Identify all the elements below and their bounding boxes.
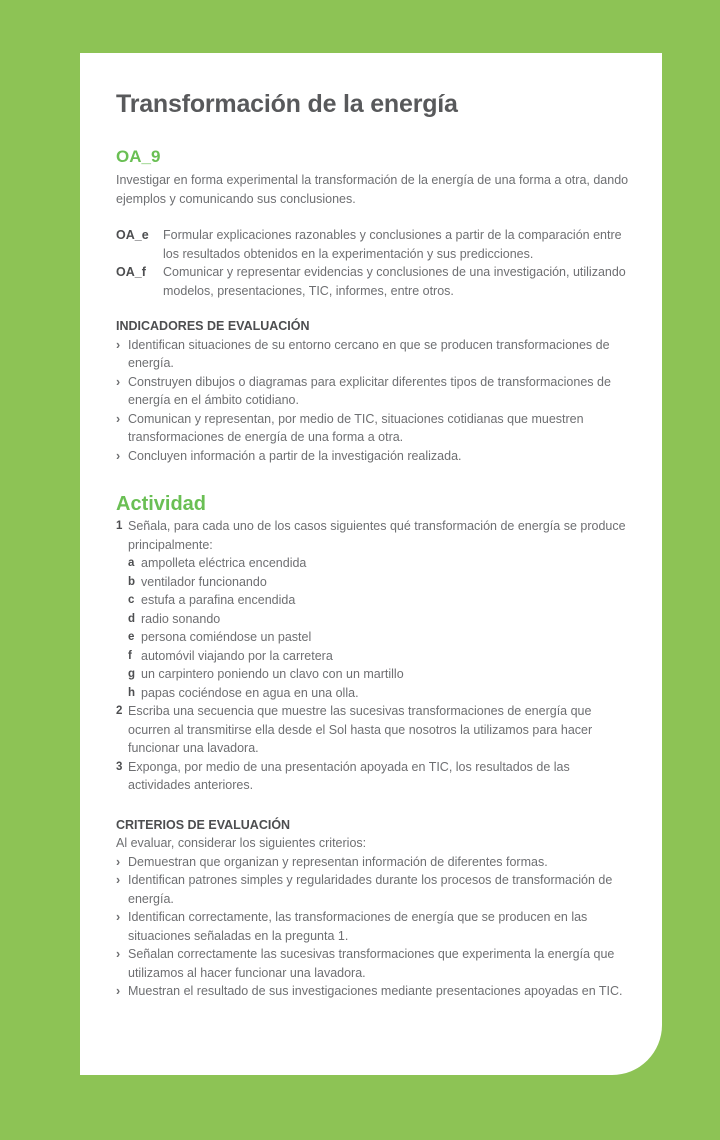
oa9-description: Investigar en forma experimental la transformación de la energía de una forma a otra, dando ejemplos y comunicando sus conclusiones. bbox=[116, 173, 629, 206]
list-item-text: Muestran el resultado de sus investigaciones mediante presentaciones apoyadas en TIC. bbox=[128, 984, 623, 998]
sub-objective-text: Comunicar y representar evidencias y conclusiones de una investigación, utilizando modelos, presentaciones, TIC, informes, entre otros. bbox=[163, 265, 626, 298]
sublist-item bbox=[128, 647, 630, 666]
activity-item-2 bbox=[116, 702, 630, 758]
sub-objective-code: OA_f bbox=[116, 265, 146, 279]
sublist-item-text: estufa a parafina encendida bbox=[141, 593, 296, 607]
list-item-text: Construyen dibujos o diagramas para explicitar diferentes tipos de transformaciones de energía en el ámbito cotidiano. bbox=[128, 374, 611, 407]
list-item bbox=[116, 908, 630, 945]
item-letter: f bbox=[128, 649, 132, 662]
list-item-text: Demuestran que organizan y representan información de diferentes formas. bbox=[128, 854, 548, 869]
bullet-marker: › bbox=[116, 448, 121, 463]
list-item bbox=[116, 982, 630, 1001]
item-letter: b bbox=[128, 575, 136, 588]
sublist-item-text: ampolleta eléctrica encendida bbox=[141, 556, 307, 570]
sublist-item bbox=[128, 591, 630, 610]
bullet-marker: › bbox=[116, 984, 121, 998]
item-number: 1 bbox=[116, 520, 123, 532]
item-text: Señala, para cada uno de los casos siguientes qué transformación de energía se produce principalmente: bbox=[128, 519, 626, 552]
sub-objective-row bbox=[116, 263, 630, 300]
item-body bbox=[128, 517, 630, 702]
criterios-list bbox=[116, 853, 630, 1001]
activity-item-1 bbox=[116, 517, 630, 702]
item-number: 2 bbox=[116, 705, 123, 717]
sublist-item-text: automóvil viajando por la carretera bbox=[141, 648, 333, 663]
list-item-text: Identifican patrones simples y regularidades durante los procesos de transformación de energía. bbox=[128, 873, 613, 906]
list-item bbox=[116, 447, 630, 466]
item-text: Exponga, por medio de una presentación apoyada en TIC, los resultados de las actividades anteriores. bbox=[128, 759, 570, 792]
bullet-marker: › bbox=[116, 374, 121, 389]
item-letter: c bbox=[128, 594, 135, 606]
activity-item-3 bbox=[116, 758, 630, 795]
bullet-marker: › bbox=[116, 411, 121, 426]
sub-objective-code: OA_e bbox=[116, 228, 149, 242]
sub-objective-text: Formular explicaciones razonables y conclusiones a partir de la comparación entre los resultados obtenidos en la experimentación y sus predicciones. bbox=[163, 228, 622, 261]
item-letter: g bbox=[128, 668, 136, 680]
lettered-sublist bbox=[128, 554, 630, 702]
bullet-marker: › bbox=[116, 873, 121, 887]
list-item-text: Identifican situaciones de su entorno cercano en que se producen transformaciones de energía. bbox=[128, 337, 610, 370]
criterios-heading: CRITERIOS DE EVALUACIÓN bbox=[116, 817, 291, 832]
sublist-item bbox=[128, 554, 630, 573]
sub-objective-row bbox=[116, 226, 630, 263]
list-item-text: Concluyen información a partir de la investigación realizada. bbox=[128, 448, 462, 463]
indicadores-heading: INDICADORES DE EVALUACIÓN bbox=[116, 319, 310, 333]
sublist-item bbox=[128, 665, 630, 684]
worksheet-card bbox=[80, 53, 662, 1075]
bullet-marker: › bbox=[116, 854, 121, 869]
worksheet-content bbox=[80, 53, 662, 1001]
list-item bbox=[116, 871, 630, 908]
list-item bbox=[116, 373, 630, 410]
sublist-item bbox=[128, 610, 630, 629]
sublist-item-text: un carpintero poniendo un clavo con un martillo bbox=[141, 667, 404, 681]
sublist-item bbox=[128, 628, 630, 647]
criterios-intro: Al evaluar, considerar los siguientes criterios: bbox=[116, 836, 367, 850]
bullet-marker: › bbox=[116, 910, 121, 924]
list-item-text: Identifican correctamente, las transformaciones de energía que se producen en las situaciones señaladas en la pregunta 1. bbox=[128, 910, 588, 943]
item-letter: h bbox=[128, 686, 136, 699]
list-item-text: Comunican y representan, por medio de TIC, situaciones cotidianas que muestren transformaciones de energía de una forma a otra. bbox=[128, 411, 584, 444]
list-item bbox=[116, 336, 630, 373]
bullet-marker: › bbox=[116, 947, 121, 961]
bullet-marker: › bbox=[116, 337, 121, 352]
item-letter: e bbox=[128, 631, 135, 643]
item-letter: d bbox=[128, 612, 136, 625]
sublist-item-text: persona comiéndose un pastel bbox=[141, 630, 312, 644]
sublist-item bbox=[128, 684, 630, 703]
page-title: Transformación de la energía bbox=[116, 90, 458, 118]
item-letter: a bbox=[128, 557, 135, 569]
list-item bbox=[116, 945, 630, 982]
sublist-item-text: ventilador funcionando bbox=[141, 574, 267, 589]
sublist-item-text: papas cociéndose en agua en una olla. bbox=[141, 685, 359, 700]
list-item bbox=[116, 853, 630, 872]
sublist-item bbox=[128, 573, 630, 592]
list-item bbox=[116, 410, 630, 447]
oa9-heading: OA_9 bbox=[116, 147, 161, 166]
sublist-item-text: radio sonando bbox=[141, 611, 221, 626]
item-number: 3 bbox=[116, 760, 123, 773]
indicadores-list bbox=[116, 336, 630, 466]
list-item-text: Señalan correctamente las sucesivas transformaciones que experimenta la energía que utilizamos al hacer funcionar una lavadora. bbox=[128, 947, 615, 980]
actividad-heading: Actividad bbox=[116, 493, 207, 515]
item-text: Escriba una secuencia que muestre las sucesivas transformaciones de energía que ocurren al transmitirse ella desde el Sol hasta que nosotros la utilizamos para hacer funcionar una lavadora. bbox=[128, 704, 593, 755]
